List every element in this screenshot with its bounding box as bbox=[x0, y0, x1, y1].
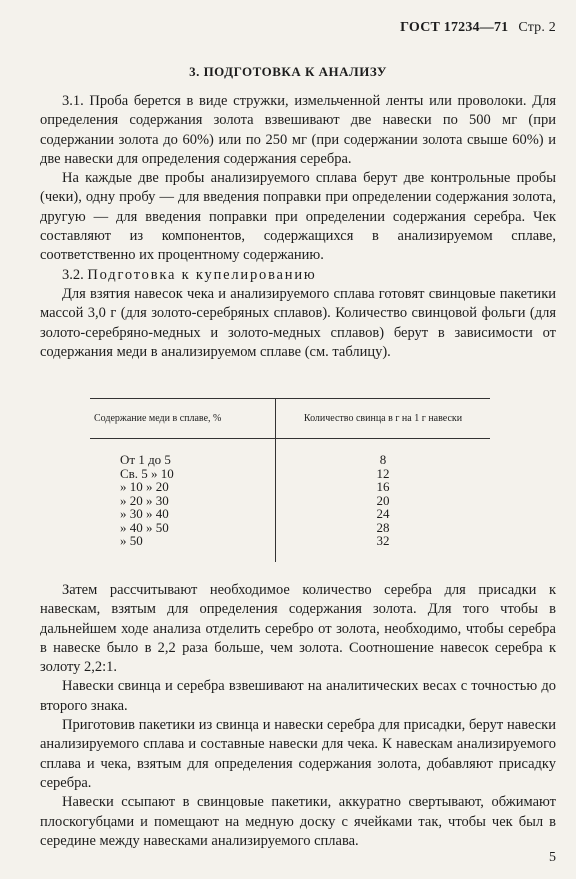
table-cell: 28 bbox=[276, 521, 491, 535]
table-cell: 8 bbox=[276, 439, 491, 467]
table-row bbox=[90, 534, 490, 562]
paragraph-silver-calc: Затем рассчитывают необходимое количество серебра для присадки к навескам, взятым для определения содержания золота. Для того чтобы в дальнейшем ходе анализа отделить серебро от золота, необходимо, чтобы серебра в навеске было в 2,2 раза больше, чем золота. Соотношение навесок серебра к золоту 2,2:1. bbox=[40, 582, 556, 676]
table-row bbox=[90, 480, 490, 494]
table-row bbox=[90, 521, 490, 535]
section-title: 3. ПОДГОТОВКА К АНАЛИЗУ bbox=[189, 64, 387, 79]
table-cell: » 50 bbox=[120, 533, 143, 548]
page-label: Стр. 2 bbox=[518, 20, 556, 35]
standard-number: ГОСТ 17234—71 bbox=[400, 20, 509, 35]
table-cell: » 30 » 40 bbox=[120, 506, 169, 521]
paragraph-lead-packets: Для взятия навесок чека и анализируемого сплава готовят свинцовые пакетики массой 3,0 г (для золото-серебряных сплавов). Количество свинцовой фольги (для золото-серебряно-медных и золото-медных сплавов) берут в зависимости от содержания меди в анализируемом сплаве (см. таблицу). bbox=[40, 285, 556, 360]
table-row bbox=[90, 467, 490, 481]
paragraph-3-1: 3.1. Проба берется в виде стружки, измельченной ленты или проволоки. Для определения содержания золота взвешивают две навески по 500 мг (при содержании золота до 60%) или по 250 мг (при содержании золота свыше 60%) и две навески для определения содержания серебра. bbox=[40, 93, 556, 167]
column-header-copper: Содержание меди в сплаве, % bbox=[90, 399, 276, 439]
table-cell: » 40 » 50 bbox=[120, 519, 169, 535]
table-cell: Св. 5 » 10 bbox=[120, 465, 174, 481]
table-cell: 16 bbox=[276, 480, 491, 494]
table-row bbox=[90, 494, 490, 508]
table-cell: 12 bbox=[276, 467, 491, 481]
page-number: 5 bbox=[549, 850, 556, 865]
lead-quantity-table bbox=[90, 398, 490, 562]
table-row bbox=[90, 507, 490, 521]
table-cell: 20 bbox=[276, 494, 491, 508]
subsection-number: 3.2. bbox=[62, 266, 88, 283]
paragraph-weighing: Навески свинца и серебра взвешивают на аналитических весах с точностью до второго знака. bbox=[40, 678, 556, 714]
text-block-bottom bbox=[40, 581, 556, 851]
paragraph-packing: Навески ссыпают в свинцовые пакетики, аккуратно свертывают, обжимают плоскогубцами и помещают на медную доску с ячейками так, чтобы чек был в середине между навесками анализируемого сплава. bbox=[40, 794, 556, 849]
column-header-lead: Количество свинца в г на 1 г навески bbox=[276, 399, 491, 439]
table-header-row bbox=[90, 399, 490, 439]
paragraph-additive: Приготовив пакетики из свинца и навески серебра для присадки, берут навески анализируемого сплава и составные навески для чека. К навескам анализируемого сплава и чека, взятым для определения содержания золота, добавляют присадку серебра. bbox=[40, 717, 556, 791]
table-cell: 32 bbox=[276, 534, 491, 562]
subsection-title: Подготовка к купелированию bbox=[87, 266, 317, 283]
table-cell: » 10 » 20 bbox=[120, 479, 169, 494]
table-cell: От 1 до 5 bbox=[120, 452, 171, 467]
text-block-top bbox=[40, 92, 556, 362]
table-cell: 24 bbox=[276, 507, 491, 521]
page-header bbox=[400, 20, 556, 36]
paragraph-control-samples: На каждые две пробы анализируемого сплава берут две контрольные пробы (чеки), одну пробу — для введения поправки при определении содержания золота, другую — для введения поправки при определении содержания серебра. Чек составляют из компонентов, содержащихся в анализируемом сплаве, соответственно их процентному содержанию. bbox=[40, 170, 556, 264]
table-cell: » 20 » 30 bbox=[120, 492, 169, 508]
table-row bbox=[90, 439, 490, 467]
subsection-heading bbox=[40, 266, 556, 285]
